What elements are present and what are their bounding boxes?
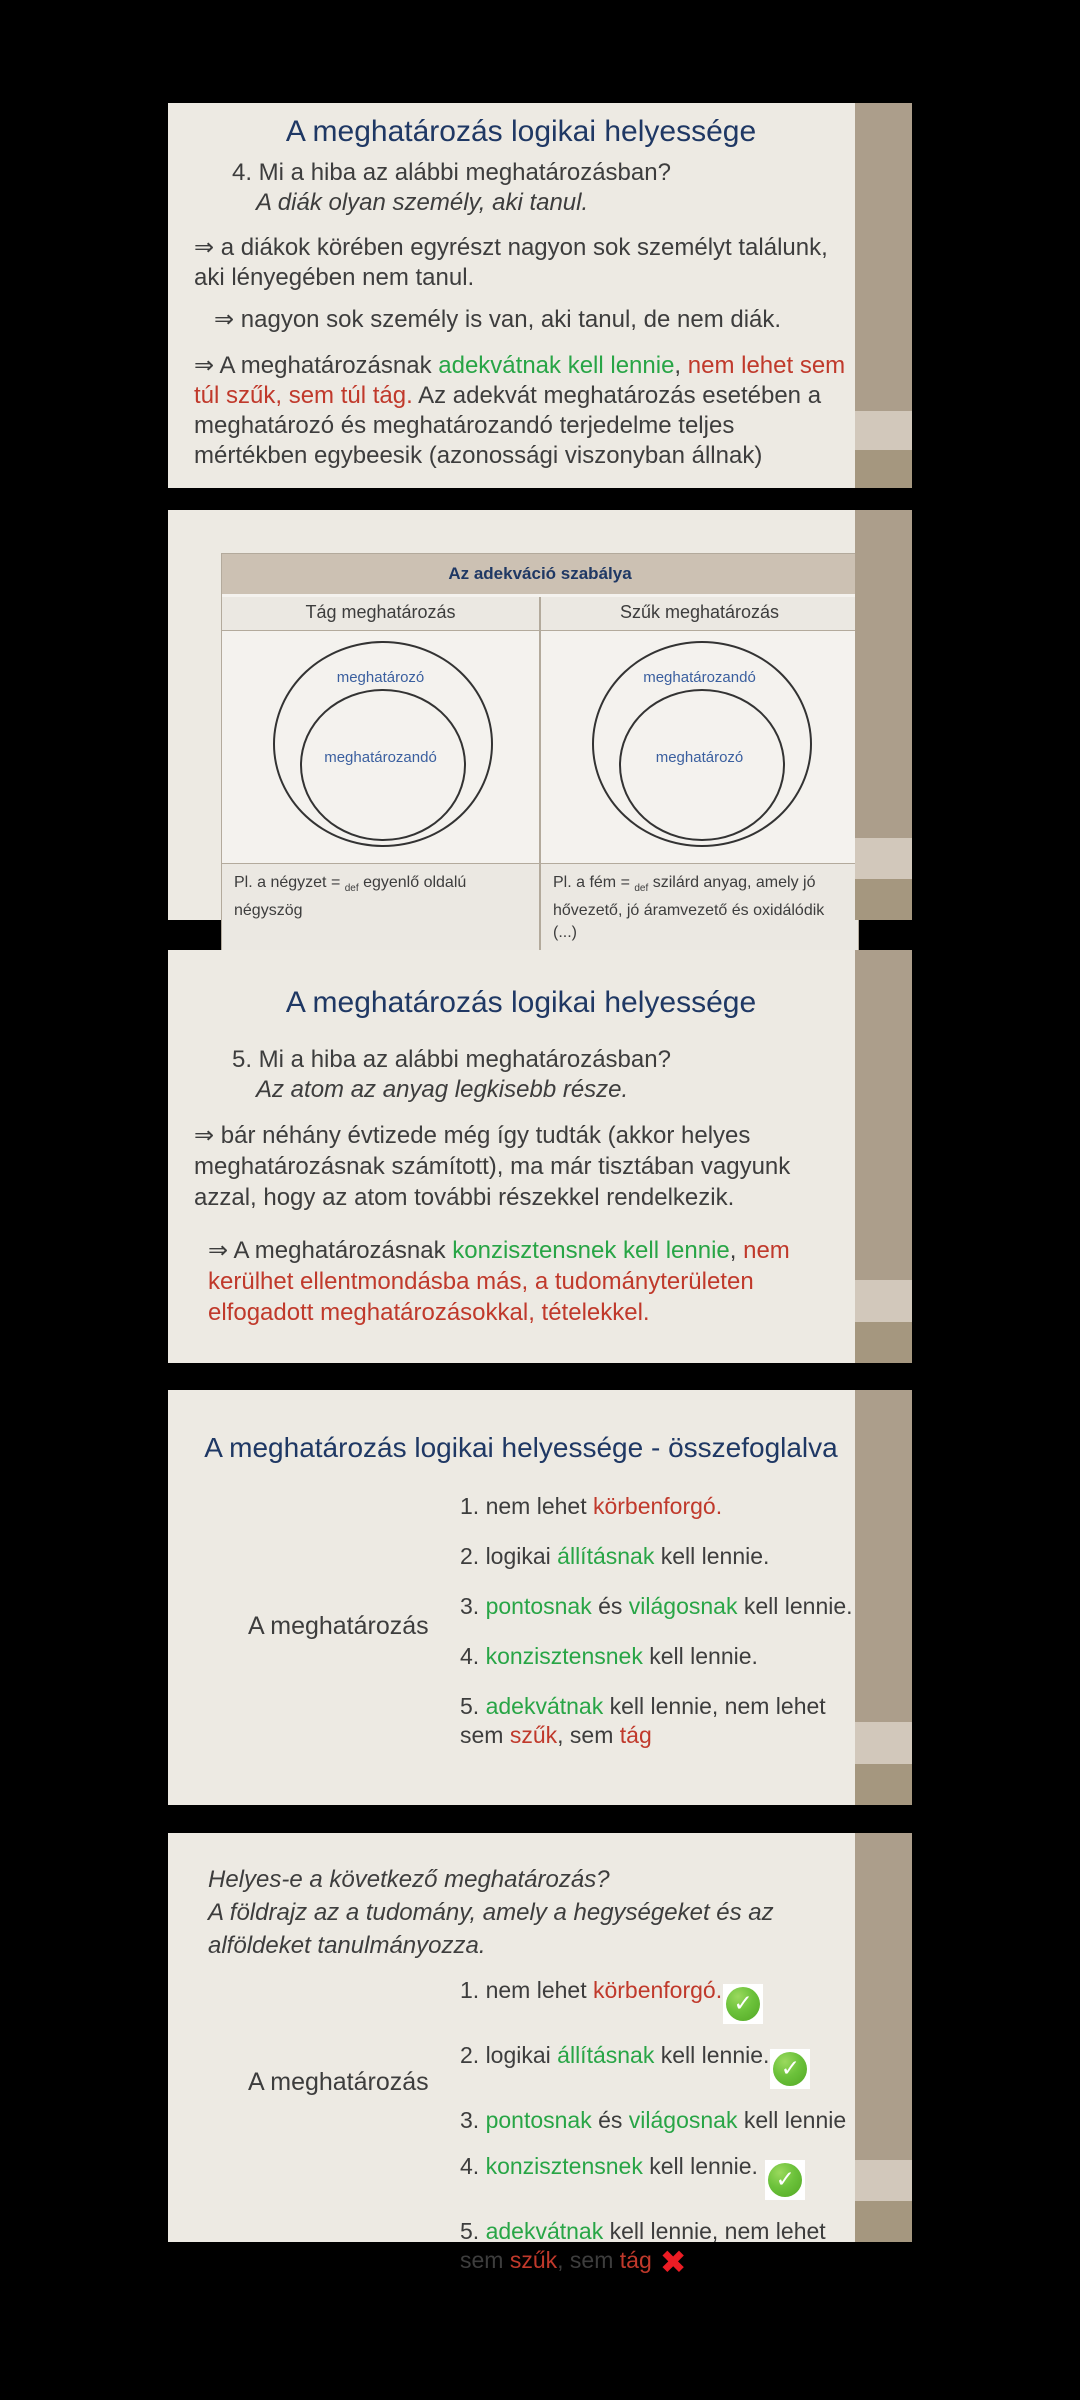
arrow-paragraph [208,1235,848,1328]
example-cell-narrow [541,864,858,956]
slide-5 [168,1833,912,2281]
arrow-paragraph: ⇒ bár néhány évtizede még így tudták (akkor helyes meghatározásnak számított), ma már tisztában vagyunk azzal, hogy az atom további részekkel rendelkezik. [194,1122,791,1211]
rule-item-3 [460,1592,862,1621]
slide-1-content [168,103,912,488]
column-header-wide: Tág meghatározás [222,597,541,630]
text-segment: ⇒ A meghatározásnak [208,1237,453,1264]
text-segment-red: nem kerülhet ellentmondásba más, a tudományterületen elfogadott meghatározásokkal, tételekkel. [208,1237,790,1326]
text-segment: , [674,352,688,379]
slide-3 [168,950,912,1363]
column-header-narrow: Szűk meghatározás [619,602,780,622]
venn-outer-label: meghatározó [336,669,425,686]
text-segment: 2. logikai [460,1543,558,1569]
text-segment-green: állításnak [557,2042,655,2068]
definition-label: A meghatározás [248,2068,429,2096]
stripe-accent-band [855,1764,912,1806]
adequacy-table [221,553,859,957]
venn-diagram-wide [222,631,541,863]
text-segment: Pl. a fém = [553,874,635,891]
table-example-row [222,863,858,956]
text-segment-green: világosnak [628,1593,738,1619]
right-stripe [855,103,912,488]
text-segment-green: konzisztensnek [485,2153,643,2179]
stripe-accent-band [855,411,912,450]
text-segment: 3. [460,2107,486,2133]
definition-label: A meghatározás [248,1612,429,1640]
stripe-accent-band [855,1722,912,1764]
question-line-2: A földrajz az a tudomány, amely a hegységeket és az alföldeket tanulmányozza. [208,1899,774,1959]
venn-inner-label: meghatározó [655,749,744,766]
rule-item-1 [460,1976,862,2024]
text-segment-red: körbenforgó. [592,1977,723,2003]
text-segment: 1. nem lehet [460,1493,593,1519]
arrow-paragraph: ⇒ a diákok körében egyrészt nagyon sok személyt találunk, aki lényegében nem tanul. [194,234,828,291]
rule-item-4 [460,1642,862,1671]
text-segment: kell lennie. [654,1543,770,1569]
right-stripe [855,1833,912,2242]
text-segment: 4. [460,2153,486,2179]
table-body-row [222,631,858,863]
question-line-1: Helyes-e a következő meghatározás? [208,1866,610,1893]
stripe-accent-band [855,1280,912,1321]
text-segment: kell lennie, nem lehet sem [460,1693,826,1748]
table-title: Az adekváció szabálya [222,554,858,597]
def-subscript: def [344,883,359,895]
slide-title: A meghatározás logikai helyessége - összefoglalva [204,1432,838,1463]
text-segment: Az adekvát meghatározás esetében a meghatározó és meghatározandó terjedelme teljes mértékben egybeesik (azonossági viszonyban állnak) [194,382,822,469]
text-segment: kell lennie [737,2107,847,2133]
text-segment-green: adekvátnak kell lennie [438,352,675,379]
stripe-accent-band [855,450,912,489]
rule-item-1 [460,1492,862,1521]
text-segment: 5. [460,2218,486,2244]
text-segment: 5. [460,1693,486,1719]
text-segment: , [729,1237,744,1264]
slide-5-content [168,1833,912,2281]
text-segment: kell lennie, nem lehet sem [460,2218,826,2273]
text-segment-green: világosnak [628,2107,738,2133]
text-segment-red: nem lehet sem túl szűk, sem túl tág. [194,352,846,409]
text-segment-red: szűk [509,1722,558,1748]
slide-2 [168,510,912,942]
example-cell-wide [222,864,541,956]
text-segment: ⇒ A meghatározásnak [194,352,439,379]
text-segment-red: szűk [509,2247,558,2273]
slide-4-content [168,1390,912,1805]
text-segment-green: konzisztensnek kell lennie [452,1237,730,1264]
stripe-accent-band [855,838,912,879]
text-segment: , sem [557,1722,620,1748]
text-segment: és [591,2107,629,2133]
text-segment-red: tág [619,2247,652,2273]
stripe-accent-band [855,879,912,920]
venn-outer-label: meghatározandó [643,669,756,686]
text-segment: 3. [460,1593,486,1619]
text-segment-green: pontosnak [485,2107,592,2133]
text-segment-green: állításnak [557,1543,655,1569]
text-segment: kell lennie. [737,1593,853,1619]
text-segment-red: tág [619,1722,652,1748]
rule-item-2 [460,2041,862,2089]
rules-list [460,1492,862,1750]
question-block [208,1833,848,1962]
text-segment: szilárd anyag, amely jó hővezető, jó áramvezető és oxidálódik (...) [553,874,825,942]
question-text: 4. Mi a hiba az alábbi meghatározásban? [232,159,671,186]
text-segment: 2. logikai [460,2042,558,2068]
text-segment-red: körbenforgó. [592,1493,723,1519]
right-stripe [855,1390,912,1805]
check-icon: ✓ [723,1984,763,2024]
slide-title: A meghatározás logikai helyessége [285,115,757,148]
rule-item-5 [460,1692,862,1750]
arrow-paragraph: ⇒ nagyon sok személy is van, aki tanul, de nem diák. [214,306,782,333]
venn-inner-label: meghatározandó [324,749,437,766]
slide-title: A meghatározás logikai helyessége [285,986,757,1019]
stripe-accent-band [855,1322,912,1363]
question-text: 5. Mi a hiba az alábbi meghatározásban? [232,1046,671,1073]
table-subheader-row [222,597,858,631]
slide-3-content [168,950,912,1363]
rule-item-5 [460,2217,862,2281]
text-segment: Pl. a négyzet = [234,874,345,891]
text-segment: kell lennie. [654,2042,770,2068]
text-segment: 1. nem lehet [460,1977,593,2003]
rule-item-3 [460,2106,862,2135]
slide-4 [168,1390,912,1805]
slide-2-content [168,510,912,942]
check-icon: ✓ [770,2049,810,2089]
venn-diagram-narrow [541,631,858,863]
text-segment: kell lennie. [642,2153,765,2179]
text-segment: és [591,1593,629,1619]
text-segment: , sem [557,2247,620,2273]
text-segment: kell lennie. [642,1643,758,1669]
stripe-accent-band [855,2201,912,2242]
text-segment: 4. [460,1643,486,1669]
stripe-accent-band [855,2160,912,2201]
right-stripe [855,510,912,920]
cross-icon: ✖ [659,2243,687,2281]
slide-1 [168,103,912,488]
rule-item-4 [460,2152,862,2200]
right-stripe [855,950,912,1363]
text-segment-green: adekvátnak [485,1693,604,1719]
rules-checklist [460,1976,862,2281]
def-subscript: def [634,883,649,895]
check-icon: ✓ [765,2160,805,2200]
definition-example: A diák olyan személy, aki tanul. [256,189,589,216]
text-segment-green: konzisztensnek [485,1643,643,1669]
text-segment-green: pontosnak [485,1593,592,1619]
text-segment: egyenlő oldalú négyszög [234,874,467,920]
definition-example: Az atom az anyag legkisebb része. [256,1076,629,1103]
text-segment-green: adekvátnak [485,2218,604,2244]
arrow-paragraph [194,351,848,471]
rule-item-2 [460,1542,862,1571]
